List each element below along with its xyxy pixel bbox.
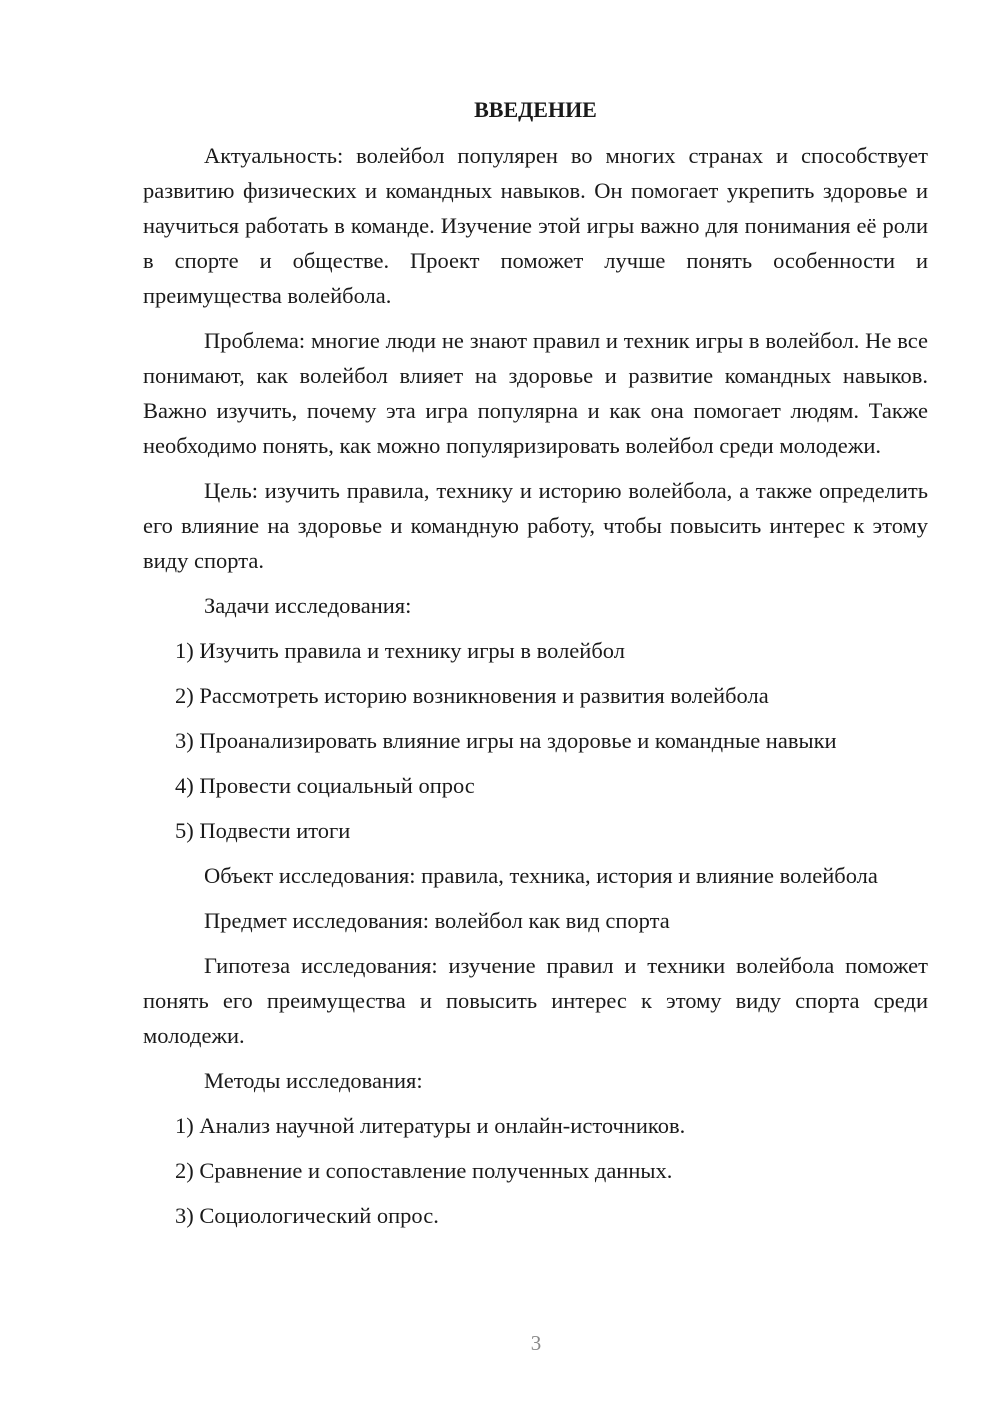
method-item: 3) Социологический опрос. bbox=[175, 1203, 439, 1228]
problem-paragraph: Проблема: многие люди не знают правил и техник игры в волейбол. Не все понимают, как волейбол влияет на здоровье и развитие командных навыков. Важно изучить, почему эта игра популярна и как она помогает людям. Также необходимо понять, как можно популяризировать волейбол среди молодежи. bbox=[143, 328, 928, 458]
object-paragraph: Объект исследования: правила, техника, история и влияние волейбола bbox=[204, 863, 878, 888]
methods-label: Методы исследования: bbox=[204, 1068, 423, 1093]
task-item: 2) Рассмотреть историю возникновения и развития волейбола bbox=[175, 683, 769, 708]
task-item: 5) Подвести итоги bbox=[175, 818, 351, 843]
page-content bbox=[143, 92, 928, 1243]
subject-paragraph: Предмет исследования: волейбол как вид спорта bbox=[204, 908, 670, 933]
task-item: 4) Провести социальный опрос bbox=[175, 773, 475, 798]
tasks-label: Задачи исследования: bbox=[204, 593, 412, 618]
method-item: 1) Анализ научной литературы и онлайн-источников. bbox=[175, 1113, 686, 1138]
task-item: 3) Проанализировать влияние игры на здоровье и командные навыки bbox=[175, 728, 837, 753]
method-item: 2) Сравнение и сопоставление полученных данных. bbox=[175, 1158, 673, 1183]
task-item: 1) Изучить правила и технику игры в волейбол bbox=[175, 638, 625, 663]
goal-paragraph: Цель: изучить правила, технику и историю волейбола, а также определить его влияние на здоровье и командную работу, чтобы повысить интерес к этому виду спорта. bbox=[143, 478, 928, 573]
page-number: 3 bbox=[530, 1331, 542, 1355]
relevance-paragraph: Актуальность: волейбол популярен во многих странах и способствует развитию физических и командных навыков. Он помогает укрепить здоровье и научиться работать в команде. Изучение этой игры важно для понимания её роли в спорте и обществе. Проект поможет лучше понять особенности и преимущества волейбола. bbox=[143, 143, 928, 308]
hypothesis-paragraph: Гипотеза исследования: изучение правил и техники волейбола поможет понять его преимущества и повысить интерес к этому виду спорта среди молодежи. bbox=[143, 953, 928, 1048]
section-title: ВВЕДЕНИЕ bbox=[474, 97, 597, 122]
